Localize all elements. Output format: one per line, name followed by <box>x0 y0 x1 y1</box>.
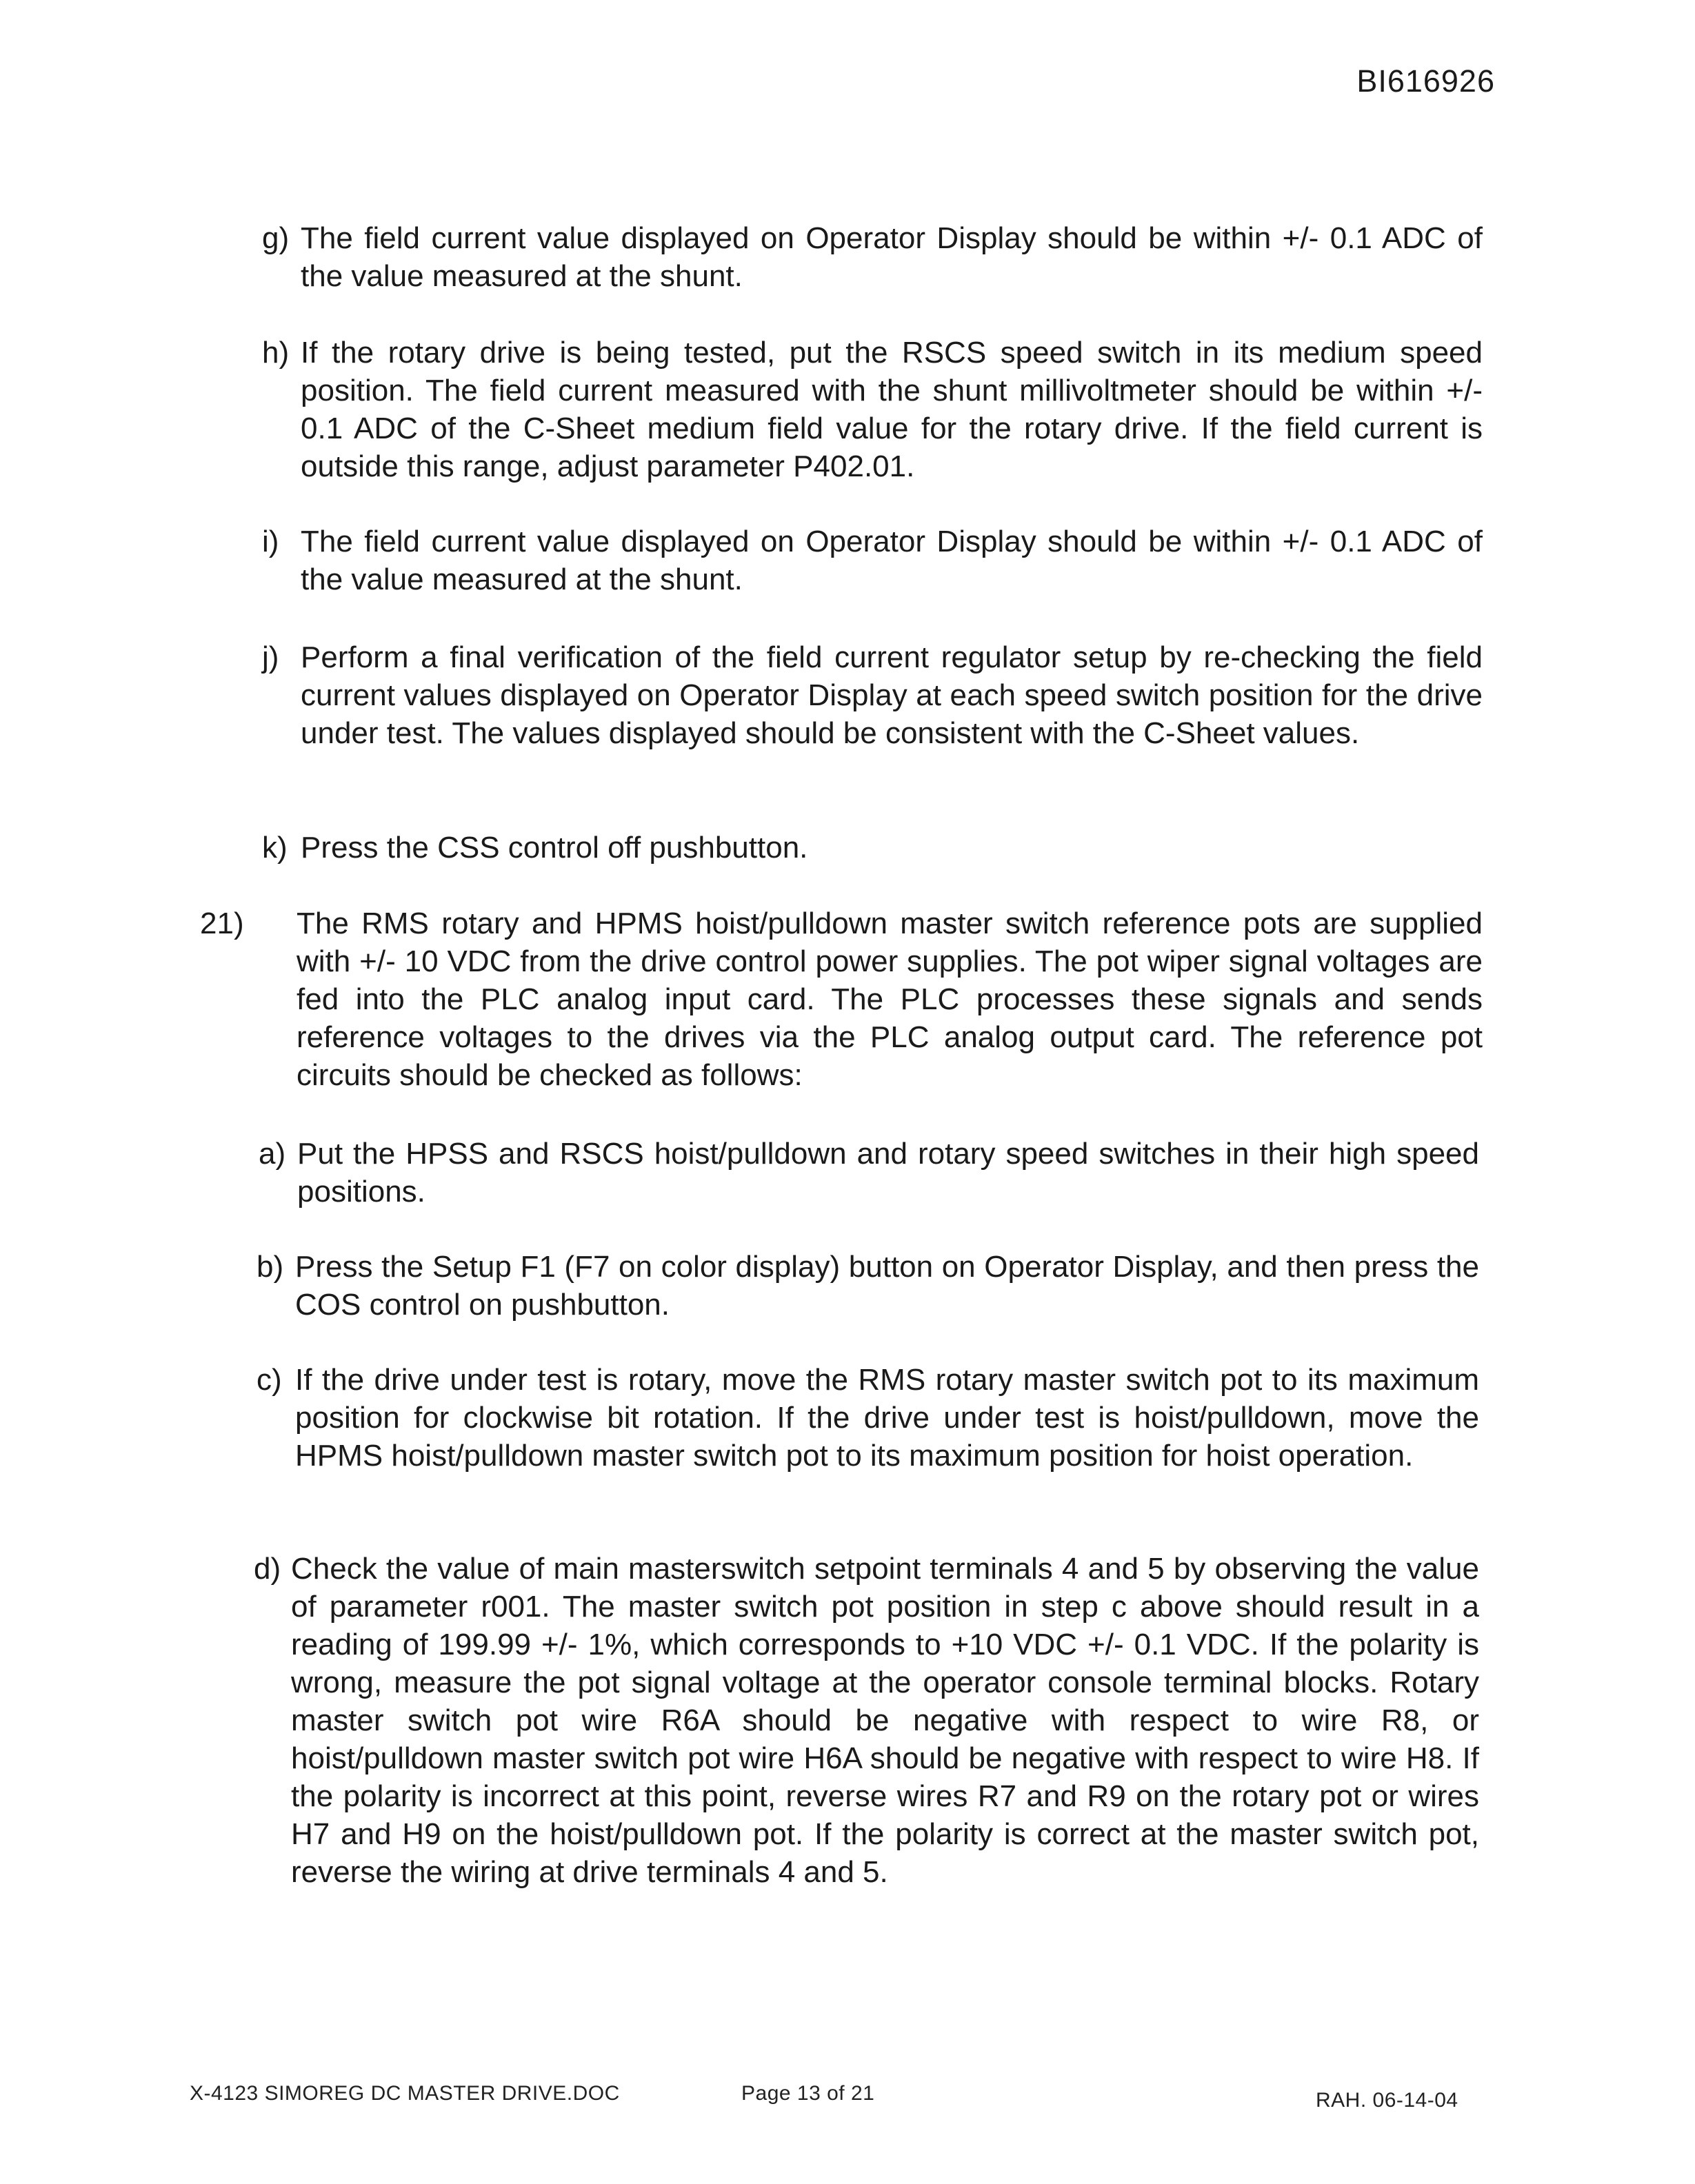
step-j <box>262 638 1483 752</box>
step-label: b) <box>257 1250 284 1284</box>
step-label: k) <box>262 831 288 865</box>
step-g <box>262 219 1483 295</box>
step-label: c) <box>257 1363 282 1397</box>
footer-revision: RAH. 06-14-04 <box>1316 2089 1458 2112</box>
document-id: BI616926 <box>1356 63 1495 99</box>
step-d <box>254 1550 1479 1891</box>
step-21 <box>200 904 1483 1094</box>
step-text: If the rotary drive is being tested, put the RSCS speed switch in its medium speed position. The field current measured with the shunt millivoltmeter should be within +/- 0.1 ADC of the C-Sheet medium field value for the rotary drive. If the field current is outside this range, adjust parameter P402.01. <box>301 336 1483 483</box>
step-label: j) <box>262 640 279 674</box>
step-label: h) <box>262 336 290 370</box>
step-h <box>262 334 1483 485</box>
footer-filename: X-4123 SIMOREG DC MASTER DRIVE.DOC <box>190 2082 620 2105</box>
step-c <box>257 1361 1479 1475</box>
step-text: Check the value of main masterswitch setpoint terminals 4 and 5 by observing the value of parameter r001. The master switch pot position in step c above should result in a reading of 199.99 +/- 1%, which corresponds to +10 VDC +/- 0.1 VDC. If the polarity is wrong, measure the pot signal voltage at the operator console terminal blocks. Rotary master switch pot wire R6A should be negative with respect to wire R8, or hoist/pulldown master switch pot wire H6A should be negative with respect to wire H8. If the polarity is incorrect at this point, reverse wires R7 and R9 on the rotary pot or wires H7 and H9 on the hoist/pulldown pot. If the polarity is correct at the master switch pot, reverse the wiring at drive terminals 4 and 5. <box>291 1552 1479 1889</box>
step-label: 21) <box>200 907 244 940</box>
step-text: The field current value displayed on Operator Display should be within +/- 0.1 ADC of the value measured at the shunt. <box>301 525 1483 596</box>
step-label: d) <box>254 1552 281 1586</box>
step-label: g) <box>262 221 290 255</box>
step-text: Press the CSS control off pushbutton. <box>301 831 808 865</box>
step-b <box>257 1248 1479 1324</box>
step-text: If the drive under test is rotary, move the RMS rotary master switch pot to its maximum position for clockwise bit rotation. If the drive under test is hoist/pulldown, move the HPMS hoist/pulldown master switch pot to its maximum position for hoist operation. <box>295 1363 1479 1473</box>
footer-page-number: Page 13 of 21 <box>741 2082 875 2105</box>
step-a <box>259 1135 1479 1211</box>
step-i <box>262 523 1483 598</box>
step-label: i) <box>262 525 279 558</box>
step-text: The RMS rotary and HPMS hoist/pulldown master switch reference pots are supplied with +/- 10 VDC from the drive control power supplies. The pot wiper signal voltages are fed into the PLC analog input card. The PLC processes these signals and sends reference voltages to the drives via the PLC analog output card. The reference pot circuits should be checked as follows: <box>297 907 1483 1092</box>
step-text: The field current value displayed on Operator Display should be within +/- 0.1 ADC of the value measured at the shunt. <box>301 221 1483 293</box>
step-text: Perform a final verification of the field current regulator setup by re-checking the field current values displayed on Operator Display at each speed switch position for the drive under test. The values displayed should be consistent with the C-Sheet values. <box>301 640 1483 750</box>
step-text: Put the HPSS and RSCS hoist/pulldown and rotary speed switches in their high speed positions. <box>297 1137 1479 1209</box>
step-label: a) <box>259 1137 286 1171</box>
step-k <box>262 829 1483 867</box>
step-text: Press the Setup F1 (F7 on color display) button on Operator Display, and then press the COS control on pushbutton. <box>295 1250 1479 1322</box>
